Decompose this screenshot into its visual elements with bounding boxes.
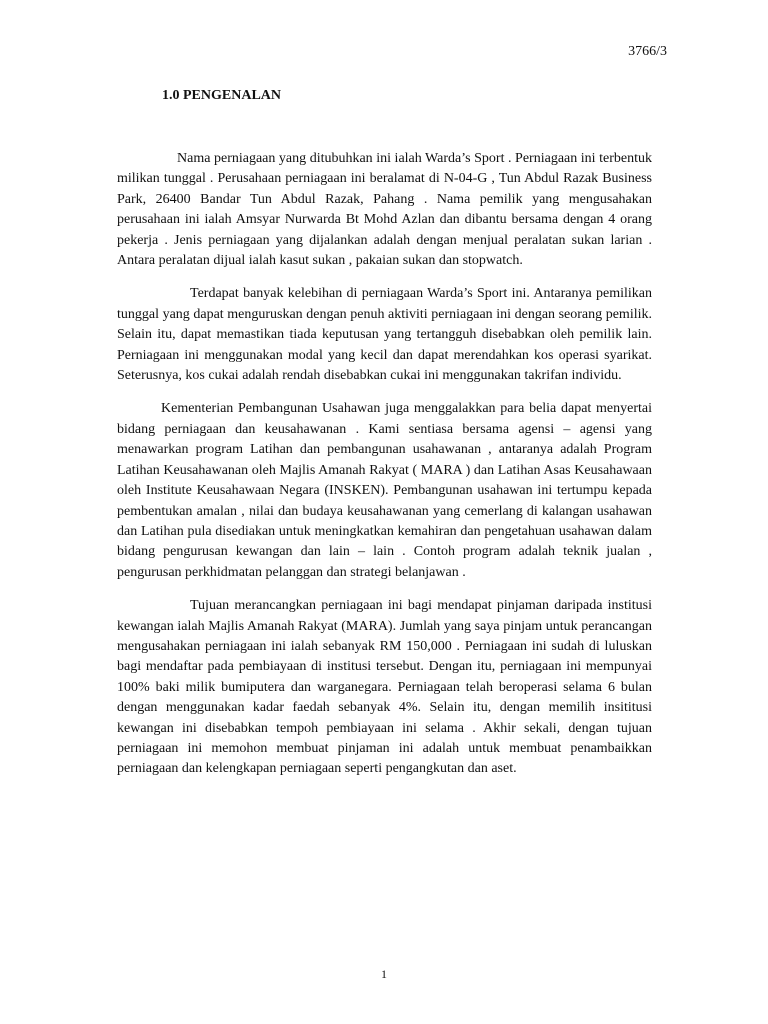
paragraph-loan-purpose: Tujuan merancangkan perniagaan ini bagi mendapat pinjaman daripada institusi kewangan ialah Majlis Amanah Rakyat (MARA). Jumlah yang saya pinjam untuk perancangan mengusahakan perniagaan ini ialah sebanyak RM 150,000 . Perniagaan ini sudah di luluskan bagi mendaftar pada pembiayaan di institusi tersebut. Dengan itu, perniagaan ini mempunyai 100% baki milik bumiputera dan warganegara. Perniagaan telah beroperasi selama 6 bulan dengan menggunakan kadar faedah sebanyak 4%. Selain itu, dengan memilih insititusi kewangan ini disebabkan tempoh pembiayaan ini selama . Akhir sekali, dengan tujuan perniagaan ini memohon membuat pinjaman ini adalah untuk membuat penambaikkan perniagaan dan kelengkapan perniagaan seperti pengangkutan dan aset. — [117, 598, 652, 777]
document-reference-number: 3766/3 — [628, 44, 667, 59]
paragraph-introduction: Nama perniagaan yang ditubuhkan ini ialah Warda’s Sport . Perniagaan ini terbentuk milikan tunggal . Perusahaan perniagaan ini beralamat di N-04-G , Tun Abdul Razak Business Park, 26400 Bandar Tun Abdul Razak, Pahang . Nama pemilik yang mengusahakan perusahaan ini ialah Amsyar Nurwarda Bt Mohd Azlan dan dibantu bersama dengan 4 orang pekerja . Jenis perniagaan yang dijalankan adalah dengan menjual peralatan sukan larian . Antara peralatan dijual ialah kasut sukan , pakaian sukan dan stopwatch. — [117, 151, 652, 269]
paragraph-ministry-programs: Kementerian Pembangunan Usahawan juga menggalakkan para belia dapat menyertai bidang perniagaan dan keusahawanan . Kami sentiasa bersama agensi – agensi yang menawarkan program Latihan dan pembangunan usahawanan , antaranya adalah Program Latihan Keusahawanan oleh Majlis Amanah Rakyat ( MARA ) dan Latihan Asas Keusahawaan oleh Institute Keusahawaan Negara (INSKEN). Pembangunan usahawan ini tertumpu kepada pembentukan amalan , nilai dan budaya keusahawanan yang cemerlang di kalangan usahawan dan Latihan pula disediakan untuk meningkatkan kemahiran dan pengetahuan usahawan dalam bidang pengurusan kewangan dan lain – lain . Contoh program adalah teknik jualan , pengurusan perkhidmatan pelanggan dan strategi belanjawan . — [117, 401, 652, 580]
document-body — [117, 149, 652, 793]
page-number: 1 — [381, 967, 387, 981]
section-heading: 1.0 PENGENALAN — [162, 88, 282, 103]
paragraph-advantages: Terdapat banyak kelebihan di perniagaan Warda’s Sport ini. Antaranya pemilikan tunggal yang dapat menguruskan dengan penuh aktiviti perniagaan ini dengan seorang pemilik. Selain itu, dapat memastikan tiada keputusan yang tertangguh disebabkan oleh pemilik lain. Perniagaan ini menggunakan modal yang kecil dan dapat merendahkan kos operasi syarikat. Seterusnya, kos cukai adalah rendah disebabkan cukai ini menggunakan takrifan individu. — [117, 286, 652, 384]
